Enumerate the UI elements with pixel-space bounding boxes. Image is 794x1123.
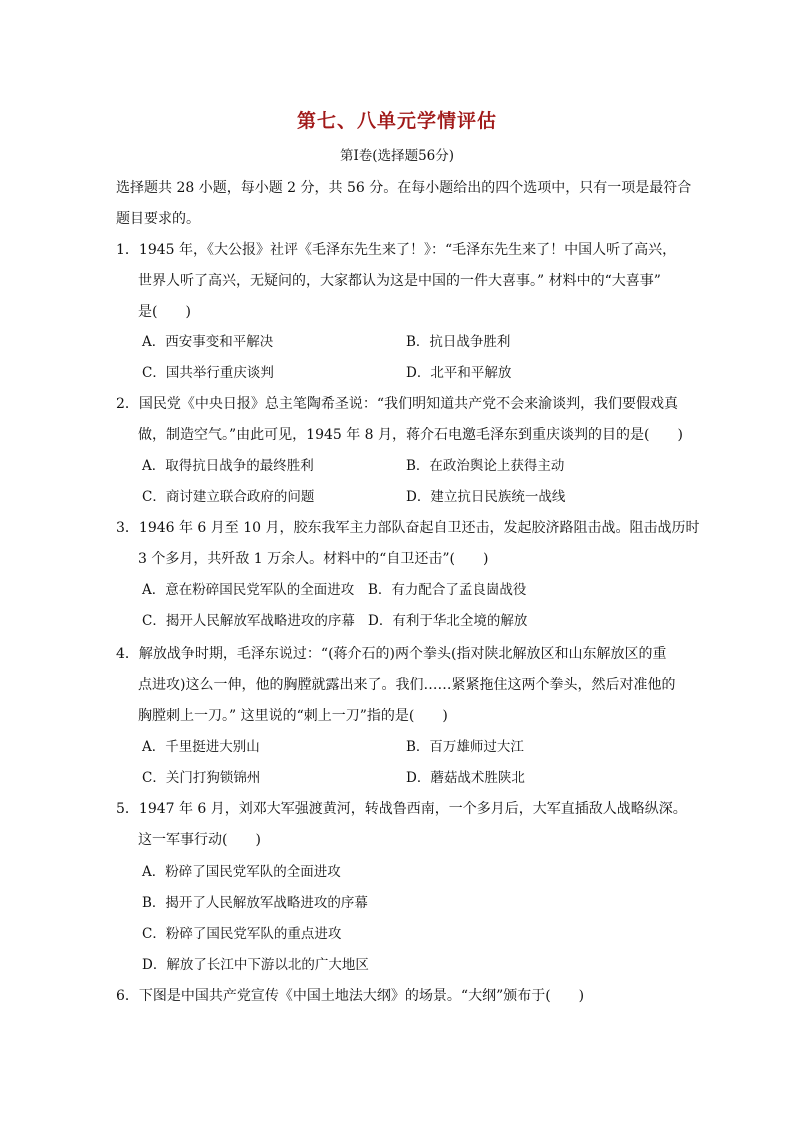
question-5-option-a: A．粉碎了国民党军队的全面进攻 [142, 864, 341, 880]
question-5-line: 5．1947 年 6 月，刘邓大军强渡黄河，转战鲁西南，一个多月后，大军直插敌人战略纵深。 [116, 801, 687, 817]
question-4-option-d: D．蘑菇战术胜陕北 [406, 770, 525, 786]
question-1-option-c: C．国共举行重庆谈判 [142, 365, 274, 381]
question-1-option-b: B．抗日战争胜利 [406, 334, 511, 350]
question-2-option-c: C．商讨建立联合政府的问题 [142, 489, 315, 505]
question-2-option-a: A．取得抗日战争的最终胜利 [142, 458, 314, 474]
section-subtitle: 第Ⅰ卷(选择题56分) [339, 148, 455, 164]
question-2-option-b: B．在政治舆论上获得主动 [406, 458, 565, 474]
question-1-line: 1．1945 年，《大公报》社评《毛泽东先生来了！》：“毛泽东先生来了！中国人听了高兴， [116, 242, 677, 258]
question-4-option-c: C．关门打狗锁锦州 [142, 770, 261, 786]
question-4-line: 胸膛刺上一刀。” 这里说的“刺上一刀”指的是( ) [138, 708, 448, 724]
page-title: 第七、八单元学情评估 [296, 110, 497, 132]
question-6-line: 6．下图是中国共产党宣传《中国土地法大纲》的场景。“大纲”颁布于( ) [116, 988, 585, 1004]
question-2-line: 2．国民党《中央日报》总主笔陶希圣说：“我们明知道共产党不会来渝谈判，我们要假戏真 [116, 396, 679, 412]
question-3-line: 3 个多月，共歼敌 1 万余人。材料中的“自卫还击”( ) [138, 551, 489, 567]
question-3-option-c: C．揭开人民解放军战略进攻的序幕 [142, 613, 355, 629]
question-2-line: 做，制造空气。”由此可见，1945 年 8 月，蒋介石电邀毛泽东到重庆谈判的目的是( ) [138, 427, 683, 443]
question-3-option-d: D．有利于华北全境的解放 [368, 613, 528, 629]
question-1-option-d: D．北平和平解放 [406, 365, 512, 381]
question-3-line: 3．1946 年 6 月至 10 月，胶东我军主力部队奋起自卫还击，发起胶济路阻击战。阻击战历时 [116, 520, 700, 536]
question-1-line: 是( ) [138, 304, 191, 320]
question-3-option-a: A．意在粉碎国民党军队的全面进攻 [142, 582, 355, 598]
question-1-option-a: A．西安事变和平解决 [142, 334, 274, 350]
question-5-option-b: B．揭开了人民解放军战略进攻的序幕 [142, 895, 368, 911]
question-2-option-d: D．建立抗日民族统一战线 [406, 489, 566, 505]
question-1-line: 世界人听了高兴，无疑问的，大家都认为这是中国的一件大喜事。” 材料中的“大喜事” [138, 273, 661, 289]
intro-line: 题目要求的。 [116, 211, 200, 227]
question-5-option-d: D．解放了长江中下游以北的广大地区 [142, 957, 369, 973]
question-3-option-b: B．有力配合了孟良崮战役 [368, 582, 527, 598]
question-4-option-a: A．千里挺进大别山 [142, 739, 260, 755]
question-4-option-b: B．百万雄师过大江 [406, 739, 524, 755]
question-5-line: 这一军事行动( ) [138, 832, 261, 848]
question-4-line: 4．解放战争时期，毛泽东说过：“(蒋介石的)两个拳头(指对陕北解放区和山东解放区的重 [116, 646, 667, 662]
question-5-option-c: C．粉碎了国民党军队的重点进攻 [142, 926, 342, 942]
intro-line: 选择题共 28 小题，每小题 2 分，共 56 分。在每小题给出的四个选项中，只有一项是最符合 [116, 180, 692, 196]
question-4-line: 点进攻)这么一伸，他的胸膛就露出来了。我们……紧紧拖住这两个拳头，然后对准他的 [138, 677, 676, 693]
